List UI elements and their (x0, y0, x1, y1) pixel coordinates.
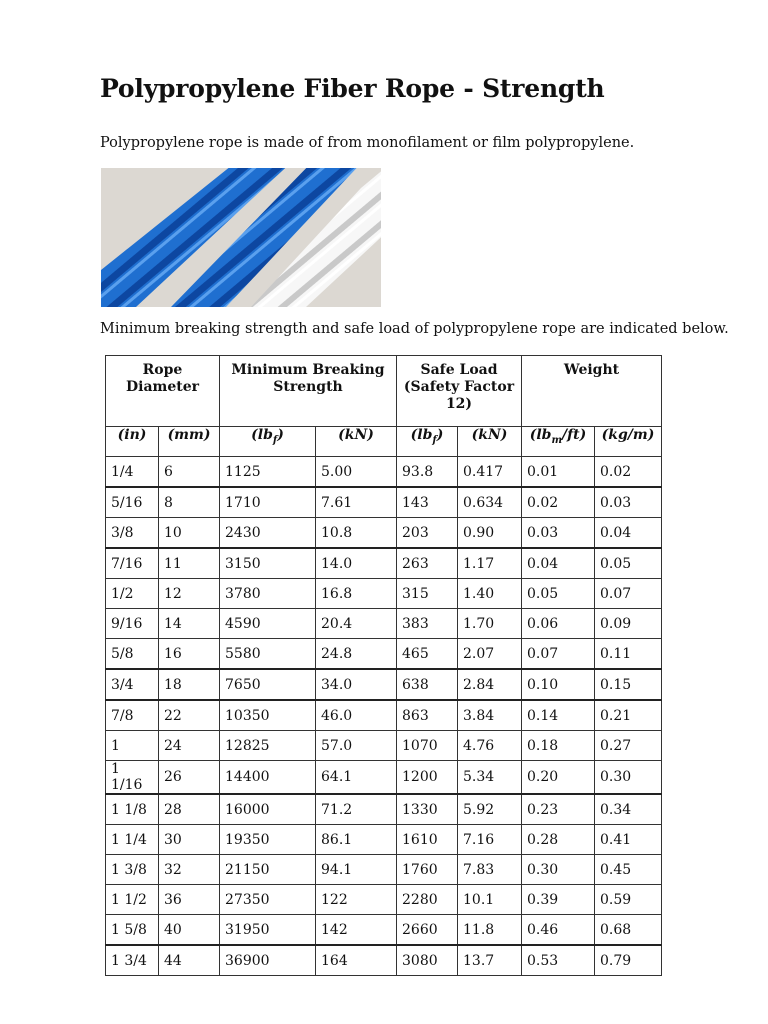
cell-diameter-in: 1 5/8 (106, 915, 159, 946)
cell-breaking-kn: 94.1 (316, 855, 397, 885)
cell-safe-lbf: 1070 (397, 731, 458, 761)
cell-diameter-mm: 26 (159, 761, 220, 795)
table-row (106, 700, 662, 731)
cell-safe-kn: 4.76 (458, 731, 522, 761)
cell-diameter-mm: 12 (159, 579, 220, 609)
cell-breaking-kn: 142 (316, 915, 397, 946)
cell-weight-kg-m: 0.41 (595, 825, 662, 855)
cell-safe-kn: 1.17 (458, 548, 522, 579)
cell-safe-lbf: 93.8 (397, 457, 458, 488)
cell-breaking-kn: 164 (316, 945, 397, 976)
cell-diameter-in: 1 (106, 731, 159, 761)
table-row (106, 731, 662, 761)
table-row (106, 855, 662, 885)
cell-breaking-lbf: 7650 (220, 669, 316, 700)
cell-weight-kg-m: 0.15 (595, 669, 662, 700)
table-row (106, 518, 662, 549)
cell-breaking-lbf: 14400 (220, 761, 316, 795)
cell-breaking-lbf: 10350 (220, 700, 316, 731)
cell-safe-kn: 3.84 (458, 700, 522, 731)
cell-diameter-mm: 30 (159, 825, 220, 855)
cell-breaking-lbf: 1710 (220, 487, 316, 518)
cell-weight-lbm-ft: 0.14 (522, 700, 595, 731)
cell-weight-kg-m: 0.09 (595, 609, 662, 639)
cell-weight-kg-m: 0.02 (595, 457, 662, 488)
cell-diameter-in: 3/4 (106, 669, 159, 700)
cell-diameter-in: 1 1/4 (106, 825, 159, 855)
group-header-row (106, 356, 662, 427)
table-row (106, 885, 662, 915)
cell-safe-lbf: 143 (397, 487, 458, 518)
table-row (106, 457, 662, 488)
cell-breaking-kn: 10.8 (316, 518, 397, 549)
unit-mm: (mm) (159, 427, 220, 457)
cell-breaking-lbf: 2430 (220, 518, 316, 549)
cell-diameter-mm: 18 (159, 669, 220, 700)
cell-safe-kn: 0.417 (458, 457, 522, 488)
table-row (106, 825, 662, 855)
cell-breaking-kn: 14.0 (316, 548, 397, 579)
cell-safe-kn: 0.634 (458, 487, 522, 518)
cell-breaking-lbf: 19350 (220, 825, 316, 855)
cell-diameter-mm: 8 (159, 487, 220, 518)
cell-diameter-mm: 44 (159, 945, 220, 976)
cell-diameter-in: 7/16 (106, 548, 159, 579)
cell-weight-lbm-ft: 0.05 (522, 579, 595, 609)
cell-diameter-mm: 16 (159, 639, 220, 670)
header-safe-load: Safe Load (Safety Factor 12) (397, 356, 522, 427)
cell-safe-lbf: 1200 (397, 761, 458, 795)
cell-breaking-lbf: 4590 (220, 609, 316, 639)
table-body (106, 457, 662, 976)
cell-weight-kg-m: 0.27 (595, 731, 662, 761)
cell-diameter-mm: 28 (159, 794, 220, 825)
cell-breaking-lbf: 36900 (220, 945, 316, 976)
cell-weight-kg-m: 0.68 (595, 915, 662, 946)
cell-weight-lbm-ft: 0.20 (522, 761, 595, 795)
cell-safe-lbf: 315 (397, 579, 458, 609)
cell-breaking-kn: 16.8 (316, 579, 397, 609)
cell-safe-lbf: 263 (397, 548, 458, 579)
cell-diameter-in: 1/2 (106, 579, 159, 609)
rope-photo (101, 168, 381, 307)
cell-weight-kg-m: 0.11 (595, 639, 662, 670)
table-row (106, 487, 662, 518)
cell-breaking-lbf: 3150 (220, 548, 316, 579)
cell-diameter-mm: 36 (159, 885, 220, 915)
cell-weight-lbm-ft: 0.07 (522, 639, 595, 670)
intro-paragraph: Polypropylene rope is made of from monofilament or film polypropylene. (100, 135, 635, 151)
table-row (106, 609, 662, 639)
header-min-breaking-strength: Minimum Breaking Strength (220, 356, 397, 427)
cell-safe-lbf: 383 (397, 609, 458, 639)
header-rope-diameter: Rope Diameter (106, 356, 220, 427)
table-row (106, 639, 662, 670)
cell-safe-lbf: 1760 (397, 855, 458, 885)
cell-weight-kg-m: 0.21 (595, 700, 662, 731)
cell-safe-kn: 1.40 (458, 579, 522, 609)
cell-safe-lbf: 465 (397, 639, 458, 670)
cell-breaking-lbf: 12825 (220, 731, 316, 761)
cell-weight-kg-m: 0.07 (595, 579, 662, 609)
cell-breaking-kn: 46.0 (316, 700, 397, 731)
cell-breaking-kn: 71.2 (316, 794, 397, 825)
cell-weight-lbm-ft: 0.23 (522, 794, 595, 825)
table-row (106, 915, 662, 946)
page-title: Polypropylene Fiber Rope - Strength (100, 74, 605, 103)
cell-safe-kn: 10.1 (458, 885, 522, 915)
cell-safe-kn: 11.8 (458, 915, 522, 946)
cell-weight-lbm-ft: 0.28 (522, 825, 595, 855)
cell-diameter-mm: 40 (159, 915, 220, 946)
cell-diameter-mm: 14 (159, 609, 220, 639)
cell-safe-lbf: 203 (397, 518, 458, 549)
cell-breaking-kn: 5.00 (316, 457, 397, 488)
cell-breaking-kn: 34.0 (316, 669, 397, 700)
cell-diameter-in: 1 1/16 (106, 761, 159, 795)
cell-diameter-in: 1 3/8 (106, 855, 159, 885)
cell-breaking-kn: 20.4 (316, 609, 397, 639)
unit-in: (in) (106, 427, 159, 457)
cell-safe-kn: 7.16 (458, 825, 522, 855)
cell-safe-kn: 5.92 (458, 794, 522, 825)
unit-lbm-ft: $(lb_m/ft)$ (522, 427, 595, 457)
cell-weight-lbm-ft: 0.53 (522, 945, 595, 976)
cell-weight-kg-m: 0.05 (595, 548, 662, 579)
cell-diameter-in: 9/16 (106, 609, 159, 639)
cell-diameter-in: 5/8 (106, 639, 159, 670)
cell-diameter-in: 1 3/4 (106, 945, 159, 976)
cell-weight-kg-m: 0.04 (595, 518, 662, 549)
cell-diameter-mm: 24 (159, 731, 220, 761)
cell-safe-kn: 7.83 (458, 855, 522, 885)
unit-lbf: $(lb_f)$ (220, 427, 316, 457)
header-weight: Weight (522, 356, 662, 427)
cell-diameter-in: 5/16 (106, 487, 159, 518)
cell-breaking-lbf: 16000 (220, 794, 316, 825)
table-lead-paragraph: Minimum breaking strength and safe load of polypropylene rope are indicated below. (100, 321, 729, 337)
cell-safe-lbf: 1610 (397, 825, 458, 855)
cell-diameter-in: 1 1/8 (106, 794, 159, 825)
table-row (106, 548, 662, 579)
cell-breaking-kn: 7.61 (316, 487, 397, 518)
cell-weight-kg-m: 0.79 (595, 945, 662, 976)
unit-safe-lbf: $(lb_f)$ (397, 427, 458, 457)
cell-diameter-mm: 32 (159, 855, 220, 885)
rope-strength-table (105, 355, 662, 976)
cell-weight-lbm-ft: 0.04 (522, 548, 595, 579)
cell-diameter-in: 1 1/2 (106, 885, 159, 915)
cell-weight-kg-m: 0.45 (595, 855, 662, 885)
cell-weight-kg-m: 0.59 (595, 885, 662, 915)
cell-weight-lbm-ft: 0.18 (522, 731, 595, 761)
cell-weight-lbm-ft: 0.30 (522, 855, 595, 885)
cell-safe-lbf: 863 (397, 700, 458, 731)
cell-safe-kn: 2.84 (458, 669, 522, 700)
cell-diameter-mm: 10 (159, 518, 220, 549)
cell-safe-lbf: 2660 (397, 915, 458, 946)
cell-safe-lbf: 1330 (397, 794, 458, 825)
unit-safe-kn: (kN) (458, 427, 522, 457)
cell-weight-kg-m: 0.03 (595, 487, 662, 518)
cell-diameter-mm: 11 (159, 548, 220, 579)
cell-safe-kn: 2.07 (458, 639, 522, 670)
cell-breaking-lbf: 31950 (220, 915, 316, 946)
cell-breaking-kn: 57.0 (316, 731, 397, 761)
table-row (106, 669, 662, 700)
rope-illustration (101, 168, 381, 307)
table-row (106, 761, 662, 795)
cell-weight-lbm-ft: 0.10 (522, 669, 595, 700)
cell-diameter-in: 7/8 (106, 700, 159, 731)
cell-safe-lbf: 638 (397, 669, 458, 700)
cell-breaking-lbf: 21150 (220, 855, 316, 885)
cell-breaking-lbf: 1125 (220, 457, 316, 488)
cell-breaking-lbf: 3780 (220, 579, 316, 609)
cell-breaking-kn: 64.1 (316, 761, 397, 795)
cell-diameter-in: 3/8 (106, 518, 159, 549)
cell-weight-lbm-ft: 0.39 (522, 885, 595, 915)
cell-weight-lbm-ft: 0.03 (522, 518, 595, 549)
cell-safe-kn: 0.90 (458, 518, 522, 549)
cell-weight-lbm-ft: 0.02 (522, 487, 595, 518)
cell-breaking-lbf: 5580 (220, 639, 316, 670)
unit-kn: (kN) (316, 427, 397, 457)
cell-weight-lbm-ft: 0.46 (522, 915, 595, 946)
cell-weight-kg-m: 0.30 (595, 761, 662, 795)
cell-breaking-lbf: 27350 (220, 885, 316, 915)
unit-header-row (106, 427, 662, 457)
cell-diameter-mm: 6 (159, 457, 220, 488)
table-row (106, 945, 662, 976)
unit-kg-m: (kg/m) (595, 427, 662, 457)
cell-diameter-mm: 22 (159, 700, 220, 731)
cell-safe-lbf: 3080 (397, 945, 458, 976)
cell-breaking-kn: 86.1 (316, 825, 397, 855)
table-row (106, 794, 662, 825)
cell-safe-kn: 13.7 (458, 945, 522, 976)
cell-safe-kn: 1.70 (458, 609, 522, 639)
cell-diameter-in: 1/4 (106, 457, 159, 488)
cell-weight-lbm-ft: 0.06 (522, 609, 595, 639)
cell-weight-lbm-ft: 0.01 (522, 457, 595, 488)
cell-breaking-kn: 122 (316, 885, 397, 915)
cell-weight-kg-m: 0.34 (595, 794, 662, 825)
table-row (106, 579, 662, 609)
cell-breaking-kn: 24.8 (316, 639, 397, 670)
cell-safe-kn: 5.34 (458, 761, 522, 795)
cell-safe-lbf: 2280 (397, 885, 458, 915)
